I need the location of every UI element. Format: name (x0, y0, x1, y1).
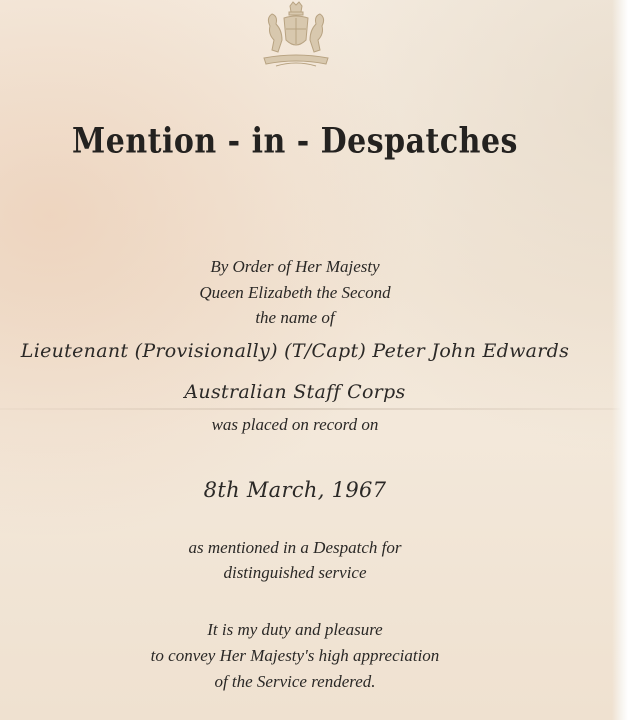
royal-coat-of-arms-icon (256, 0, 336, 74)
recipient-name: Lieutenant (Provisionally) (T/Capt) Peter John Edwards (20, 340, 570, 362)
closing-line-3: of the Service rendered. (214, 672, 376, 691)
record-line: was placed on record on (211, 415, 379, 434)
closing-line-1: It is my duty and pleasure (207, 620, 383, 639)
order-line-2: Queen Elizabeth the Second (199, 283, 391, 302)
closing-line-2: to convey Her Majesty's high appreciation (150, 646, 440, 665)
despatch-line-2: distinguished service (223, 563, 367, 582)
recipient-unit: Australian Staff Corps (184, 381, 406, 403)
despatch-line-1: as mentioned in a Despatch for (188, 538, 402, 557)
order-line-1: By Order of Her Majesty (210, 257, 380, 276)
certificate-title: Mention - in - Despatches (72, 121, 518, 162)
record-date: 8th March, 1967 (203, 478, 387, 502)
order-line-3: the name of (255, 308, 335, 327)
paper-edge (612, 0, 628, 720)
paper-fold-crease (0, 408, 628, 410)
